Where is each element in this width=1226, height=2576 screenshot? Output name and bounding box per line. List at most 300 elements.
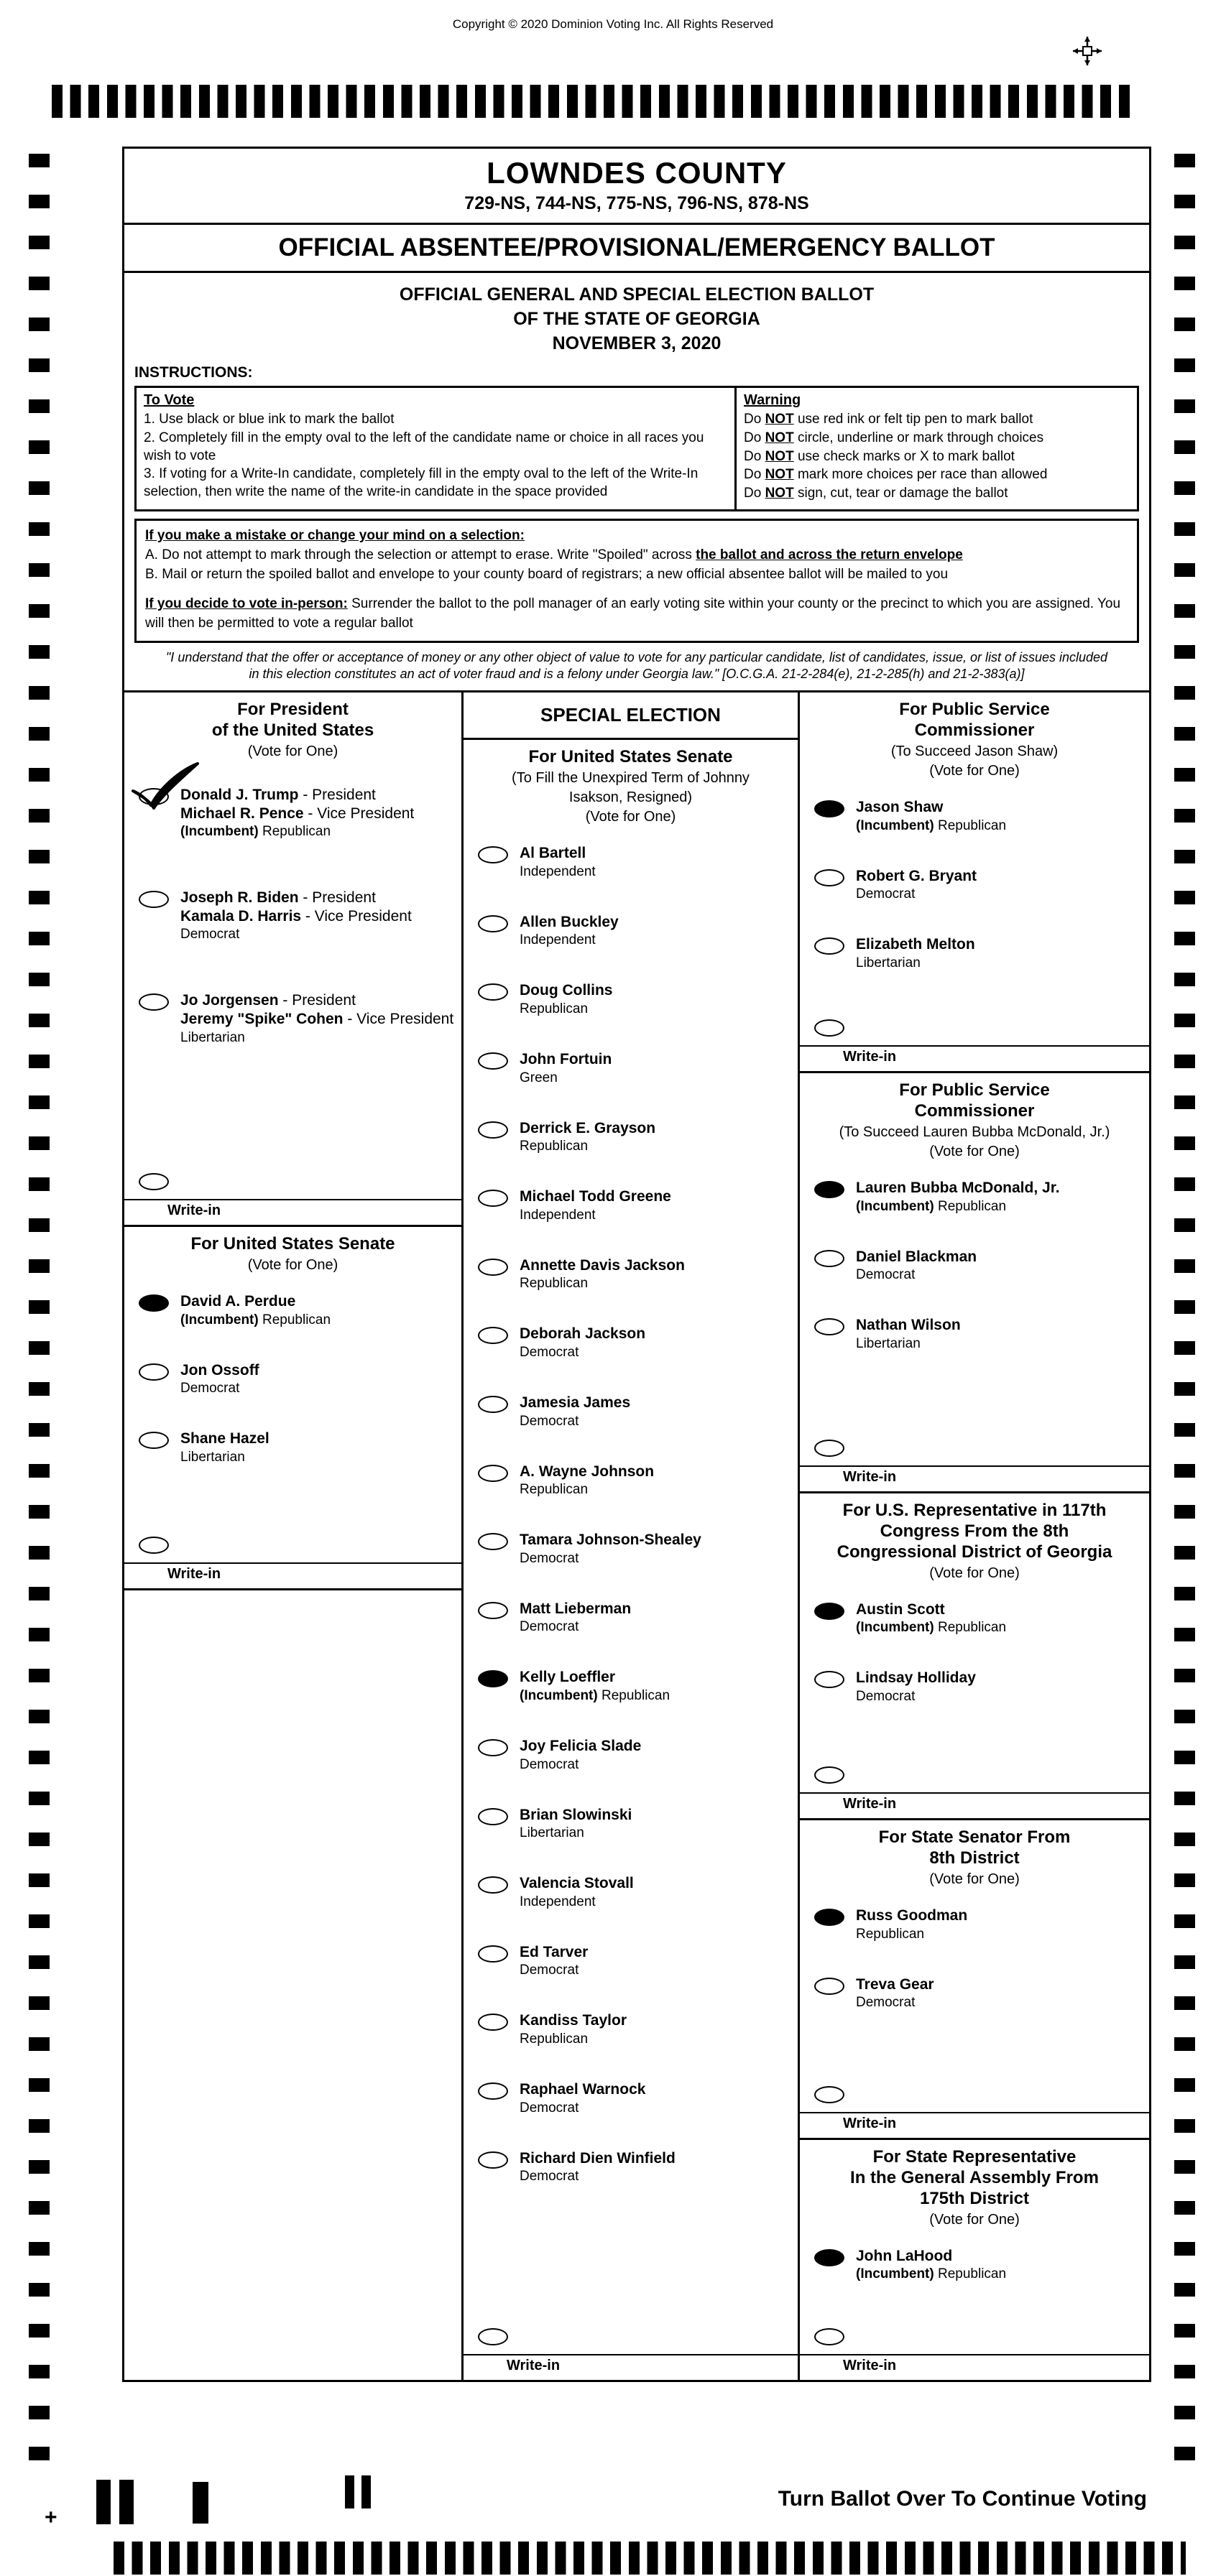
write-in-label: Write-in	[167, 1566, 221, 1583]
to-vote-title: To Vote	[144, 392, 195, 409]
column-left	[124, 692, 464, 2380]
write-in-group	[124, 1165, 461, 1225]
candidate-name: Kamala D. Harris - Vice President	[180, 907, 412, 925]
felony-statement: "I understand that the offer or acceptance of money or any other object of value to vote for any particular candidate, list of candidates, issue, or list of issues included in this election constitutes an act of voter fraud and is a felony under Georgia law." [O.C.G.A. 21-2-284(e), 21-2-285(h) and 21-2-383(a)]	[165, 649, 1108, 681]
contests-area	[124, 690, 1149, 2380]
write-in-oval[interactable]	[139, 1537, 169, 1554]
contest-title-line: Congressional District of Georgia	[836, 1542, 1112, 1562]
candidate-name: A. Wayne Johnson	[520, 1463, 655, 1480]
ballot-oval[interactable]	[478, 1396, 508, 1413]
warning-box	[737, 386, 1139, 511]
candidate-name: Austin Scott	[856, 1600, 945, 1618]
candidate-name: Valencia Stovall	[520, 1875, 634, 1892]
contest-title-line: For Public Service	[899, 700, 1050, 720]
candidate-text	[180, 1361, 259, 1397]
turn-ballot-over-text: Turn Ballot Over To Continue Voting	[778, 2487, 1147, 2511]
election-title-line2: OF THE STATE OF GEORGIA	[513, 308, 760, 329]
ballot-oval-filled[interactable]	[139, 1294, 169, 1312]
vote-for-instruction: (Vote for One)	[929, 2211, 1020, 2228]
candidate-text	[520, 1463, 654, 1498]
candidate-name: Robert G. Bryant	[856, 867, 977, 884]
candidate-row	[800, 851, 1149, 920]
candidate-name: Derrick E. Grayson	[520, 1119, 656, 1136]
ballot-oval[interactable]	[814, 937, 844, 955]
vote-for-instruction: (Vote for One)	[929, 1143, 1020, 1159]
candidate-name: Kelly Loeffler	[520, 1669, 616, 1686]
ballot-oval[interactable]	[478, 1602, 508, 1619]
candidate-name: Treva Gear	[856, 1975, 934, 1993]
ballot-oval[interactable]	[814, 1671, 844, 1688]
contest-header	[124, 692, 461, 763]
write-in-label: Write-in	[843, 1796, 897, 1812]
candidate-party: Democrat	[856, 1267, 916, 1283]
bottom-timing-mark	[96, 2480, 111, 2524]
warning-title: Warning	[744, 392, 801, 409]
candidate-row	[800, 1163, 1149, 1232]
contest-title-line: For President	[237, 700, 349, 720]
write-in-oval-row	[800, 1432, 1149, 1464]
candidate-name: Donald J. Trump - President	[180, 786, 376, 803]
contest-box	[124, 1227, 461, 1590]
candidate-text	[180, 1430, 269, 1465]
candidate-row	[124, 1277, 461, 1345]
ballot-oval[interactable]	[478, 1052, 508, 1070]
bottom-timing-mark	[361, 2475, 371, 2508]
timing-marks-bottom	[114, 2542, 1186, 2575]
candidate-text	[520, 1943, 588, 1979]
candidate-text	[180, 991, 453, 1045]
candidate-party: Democrat	[520, 1756, 579, 1772]
candidate-text	[520, 1256, 685, 1292]
candidate-row	[464, 1447, 798, 1516]
warning-item: Do NOT circle, underline or mark through choices	[744, 430, 1044, 445]
candidate-name: Jo Jorgensen - President	[180, 992, 356, 1009]
ballot-oval[interactable]	[478, 915, 508, 932]
candidate-name: Kandiss Taylor	[520, 2012, 627, 2029]
candidate-party: Libertarian	[520, 1825, 584, 1841]
candidate-text	[520, 2149, 676, 2185]
contest-box	[800, 1493, 1149, 1820]
candidate-party: Independent	[520, 932, 596, 948]
candidate-text	[856, 1669, 976, 1705]
candidate-name: Richard Dien Winfield	[520, 2149, 676, 2167]
candidate-name: Lindsay Holliday	[856, 1669, 976, 1687]
contest-subtitle-line: Isakson, Resigned)	[568, 789, 693, 806]
election-title	[124, 273, 1149, 361]
candidate-text	[856, 798, 1006, 834]
candidate-party: Libertarian	[180, 1449, 245, 1465]
ballot-oval[interactable]	[814, 1978, 844, 1995]
candidate-row	[800, 2231, 1149, 2300]
vote-for-instruction: (Vote for One)	[247, 743, 338, 759]
candidate-name: David A. Perdue	[180, 1293, 296, 1310]
vote-for-instruction: (Vote for One)	[247, 1257, 338, 1274]
contest-subtitle-line: (To Fill the Unexpired Term of Johnny	[512, 770, 750, 787]
candidate-party: Democrat	[520, 1963, 579, 1978]
bottom-timing-mark	[119, 2480, 134, 2524]
to-vote-box	[134, 386, 737, 511]
vote-for-instruction: (Vote for One)	[929, 1871, 1020, 1887]
write-in-oval[interactable]	[814, 1766, 844, 1784]
candidate-party: Democrat	[180, 927, 240, 942]
registration-plus-mark: +	[45, 2506, 57, 2529]
candidate-name: Michael Todd Greene	[520, 1188, 671, 1205]
write-in-group	[800, 1011, 1149, 1071]
contest-title-line: Commissioner	[914, 721, 1035, 741]
to-vote-item: 1. Use black or blue ink to mark the ballot	[144, 412, 395, 427]
write-in-oval[interactable]	[814, 2086, 844, 2103]
candidate-party: (Incumbent) Republican	[180, 1312, 331, 1328]
bottom-timing-mark	[345, 2475, 354, 2508]
write-in-oval[interactable]	[814, 2328, 844, 2345]
ballot-oval[interactable]	[814, 869, 844, 886]
candidate-text	[520, 1600, 631, 1636]
ballot-oval-filled[interactable]	[478, 1670, 508, 1687]
candidate-name: Elizabeth Melton	[856, 936, 975, 953]
candidate-row	[124, 968, 461, 1071]
candidate-name: Raphael Warnock	[520, 2081, 646, 2098]
candidate-party: Libertarian	[856, 1335, 921, 1351]
candidate-row	[800, 782, 1149, 851]
candidate-name: Nathan Wilson	[856, 1317, 961, 1334]
candidate-row	[124, 1414, 461, 1483]
candidate-row	[464, 1103, 798, 1172]
ballot-oval[interactable]	[478, 846, 508, 863]
candidate-text	[520, 844, 596, 880]
candidate-party: Democrat	[180, 1381, 240, 1396]
to-vote-item: 3. If voting for a Write-In candidate, completely fill in the empty oval to the left of the Write-In selection, then write the name of the write-in candidate in the space provided	[144, 466, 699, 499]
candidate-party: Green	[520, 1070, 558, 1085]
ballot-oval[interactable]	[139, 1432, 169, 1449]
candidate-text	[520, 1531, 701, 1567]
candidate-row	[464, 828, 798, 897]
candidate-name: Joseph R. Biden - President	[180, 889, 376, 907]
warning-item: Do NOT sign, cut, tear or damage the ballot	[744, 486, 1008, 501]
precinct-codes: 729-NS, 744-NS, 775-NS, 796-NS, 878-NS	[464, 193, 809, 213]
special-election-banner: SPECIAL ELECTION	[464, 692, 798, 740]
candidate-name: Brian Slowinski	[520, 1806, 632, 1823]
write-in-oval-row	[800, 2320, 1149, 2353]
write-in-label: Write-in	[167, 1203, 221, 1219]
contest-title-line: 8th District	[929, 1848, 1020, 1868]
candidate-text	[856, 1179, 1060, 1215]
contest-box	[800, 2140, 1149, 2380]
warning-item: Do NOT use red ink or felt tip pen to mark ballot	[744, 412, 1033, 427]
column-middle	[464, 692, 800, 2380]
candidate-party: Libertarian	[180, 1029, 245, 1045]
candidate-row	[800, 1960, 1149, 2029]
write-in-oval-row	[464, 2320, 798, 2353]
write-in-label: Write-in	[843, 2358, 897, 2373]
candidate-text	[520, 1119, 655, 1155]
registration-crosshair-icon	[1071, 34, 1104, 68]
ballot-oval[interactable]	[478, 2082, 508, 2100]
candidate-row	[800, 1300, 1149, 1369]
candidate-name: Allen Buckley	[520, 913, 619, 930]
candidate-party: (Incumbent) Republican	[520, 1688, 670, 1704]
ballot-body	[122, 147, 1151, 2382]
candidate-name: Ed Tarver	[520, 1943, 589, 1960]
candidate-text	[520, 1050, 612, 1086]
candidate-text	[520, 1806, 632, 1842]
candidate-text	[856, 935, 975, 971]
candidate-name: Russ Goodman	[856, 1906, 968, 1924]
write-in-group	[800, 2320, 1149, 2380]
ballot-oval[interactable]	[478, 2014, 508, 2031]
contest-box	[800, 692, 1149, 1073]
candidate-text	[520, 981, 613, 1017]
candidate-text	[520, 1737, 641, 1773]
election-date: NOVEMBER 3, 2020	[552, 333, 722, 353]
contest-header	[800, 692, 1149, 782]
candidate-row	[464, 1790, 798, 1859]
candidate-row	[464, 1309, 798, 1378]
candidate-party: Republican	[856, 1926, 925, 1942]
candidate-party: Democrat	[856, 1995, 916, 2011]
ballot-oval[interactable]	[478, 1808, 508, 1825]
candidate-name: Jason Shaw	[856, 798, 944, 815]
ballot-oval[interactable]	[478, 1190, 508, 1207]
ballot-oval[interactable]	[478, 1533, 508, 1550]
check-mark-icon	[130, 762, 201, 810]
timing-marks-right	[1174, 154, 1195, 2467]
candidate-row	[124, 1345, 461, 1414]
vote-for-instruction: (Vote for One)	[929, 1565, 1020, 1581]
contest-header	[800, 1073, 1149, 1163]
ballot-oval-filled[interactable]	[814, 1909, 844, 1926]
vote-for-instruction: (Vote for One)	[929, 762, 1020, 779]
write-in-oval-row	[124, 1529, 461, 1561]
candidate-name: Jeremy "Spike" Cohen - Vice President	[180, 1010, 454, 1027]
copyright-text: Copyright © 2020 Dominion Voting Inc. All Rights Reserved	[452, 17, 774, 31]
candidate-party: Democrat	[520, 1344, 579, 1360]
contest-title-line: Congress From the 8th	[880, 1521, 1069, 1542]
candidate-party: Democrat	[520, 2169, 579, 2184]
mistake-heading: If you make a mistake or change your mind on a selection:	[145, 527, 525, 543]
write-in-oval[interactable]	[139, 1173, 169, 1190]
ballot-oval[interactable]	[814, 1250, 844, 1267]
ballot-oval[interactable]	[478, 1327, 508, 1344]
candidate-party: Democrat	[856, 1688, 916, 1704]
candidate-party: Independent	[520, 1894, 596, 1909]
candidate-row	[464, 1584, 798, 1653]
candidate-party: Republican	[520, 1276, 589, 1292]
mistake-instructions	[134, 519, 1139, 643]
contest-header	[800, 2140, 1149, 2230]
contest-box	[800, 1073, 1149, 1493]
ballot-oval[interactable]	[478, 1739, 508, 1756]
candidate-party: Democrat	[520, 1413, 579, 1429]
candidate-name: Joy Felicia Slade	[520, 1738, 642, 1755]
contest-box	[800, 1820, 1149, 2140]
ballot-oval[interactable]	[139, 891, 169, 908]
candidate-name: Daniel Blackman	[856, 1248, 977, 1265]
candidate-name: Lauren Bubba McDonald, Jr.	[856, 1179, 1060, 1196]
candidate-name: Al Bartell	[520, 845, 586, 862]
contest-title-line: For State Representative	[872, 2147, 1077, 2167]
timing-marks-top	[52, 85, 1134, 118]
candidate-text	[180, 889, 412, 942]
write-in-label: Write-in	[843, 1469, 897, 1486]
candidate-party: Republican	[520, 1139, 589, 1154]
candidate-name: Jamesia James	[520, 1394, 631, 1411]
candidate-row	[464, 2133, 798, 2202]
candidate-party: (Incumbent) Republican	[856, 1620, 1007, 1636]
ballot-oval[interactable]	[478, 1876, 508, 1894]
candidate-name: Annette Davis Jackson	[520, 1256, 685, 1274]
contest-title-line: of the United States	[211, 721, 374, 741]
candidate-row	[800, 1585, 1149, 1654]
ballot-oval[interactable]	[478, 983, 508, 1001]
contest-box	[124, 692, 461, 1227]
ballot-oval[interactable]	[478, 1945, 508, 1963]
ballot-oval-filled[interactable]	[814, 2249, 844, 2266]
candidate-text	[520, 2011, 627, 2047]
write-in-group	[800, 1759, 1149, 1818]
write-in-label: Write-in	[843, 1049, 897, 1065]
contest-title-line: 175th District	[919, 2188, 1030, 2208]
election-title-line1: OFFICIAL GENERAL AND SPECIAL ELECTION BALLOT	[399, 284, 875, 305]
candidate-name: John LaHood	[856, 2247, 953, 2264]
write-in-oval[interactable]	[814, 1019, 844, 1037]
ballot-oval[interactable]	[139, 1363, 169, 1381]
ballot-oval[interactable]	[478, 2151, 508, 2169]
candidate-text	[520, 1187, 671, 1223]
candidate-party: Independent	[520, 1207, 596, 1223]
write-in-oval[interactable]	[814, 1440, 844, 1457]
candidate-row	[464, 965, 798, 1034]
candidate-text	[520, 1325, 645, 1361]
candidate-party: Republican	[520, 2031, 589, 2047]
candidate-row	[464, 1858, 798, 1927]
contest-subtitle-line: (To Succeed Jason Shaw)	[890, 743, 1059, 759]
warning-item: Do NOT mark more choices per race than allowed	[744, 467, 1048, 483]
candidate-party: Republican	[520, 1001, 589, 1016]
candidate-row	[800, 919, 1149, 988]
county-header	[124, 149, 1149, 225]
ballot-oval[interactable]	[478, 1259, 508, 1276]
candidate-text	[856, 1906, 967, 1942]
candidate-party: Democrat	[856, 886, 916, 902]
candidate-text	[856, 1248, 977, 1284]
warning-items	[744, 411, 1130, 502]
write-in-oval-row	[800, 1011, 1149, 1044]
contest-title-line: For United States Senate	[528, 747, 733, 767]
contest-title-line: For State Senator From	[878, 1827, 1071, 1848]
candidate-party: (Incumbent) Republican	[180, 824, 331, 840]
candidate-text	[856, 867, 977, 903]
bottom-timing-mark	[193, 2482, 208, 2524]
write-in-oval-row	[800, 2078, 1149, 2111]
candidate-text	[856, 1316, 961, 1352]
candidate-party: (Incumbent) Republican	[856, 817, 1007, 833]
candidate-text	[520, 1668, 670, 1704]
ballot-oval-filled[interactable]	[814, 800, 844, 817]
write-in-oval-row	[800, 1759, 1149, 1791]
candidate-row	[464, 1172, 798, 1241]
candidate-name: Deborah Jackson	[520, 1325, 646, 1343]
candidate-row	[464, 1927, 798, 1996]
write-in-group	[800, 2078, 1149, 2138]
vote-for-instruction: (Vote for One)	[585, 809, 676, 825]
mistake-line-a: A. Do not attempt to mark through the selection or attempt to erase. Write "Spoiled" across the ballot and across the return envelope	[145, 547, 963, 562]
candidate-text	[520, 1874, 634, 1910]
write-in-group	[800, 1432, 1149, 1491]
candidate-text	[180, 1292, 331, 1328]
candidate-row	[464, 1996, 798, 2065]
candidate-name: Michael R. Pence - Vice President	[180, 805, 415, 822]
contest-title-line: For U.S. Representative in 117th	[842, 1501, 1107, 1521]
candidate-text	[520, 1394, 630, 1430]
candidate-row	[464, 1515, 798, 1584]
write-in-label: Write-in	[507, 2358, 561, 2373]
candidate-party: Libertarian	[856, 955, 921, 970]
candidate-party: Independent	[520, 863, 596, 879]
candidate-row	[800, 1891, 1149, 1960]
contest-box	[464, 740, 798, 2380]
candidate-row	[464, 1378, 798, 1447]
candidate-party: Democrat	[520, 2100, 579, 2116]
ballot-oval[interactable]	[814, 1318, 844, 1335]
contest-header	[124, 1227, 461, 1277]
candidate-row	[464, 897, 798, 966]
instructions-row	[134, 386, 1139, 511]
candidate-row	[124, 763, 461, 866]
warning-item: Do NOT use check marks or X to mark ballot	[744, 448, 1015, 464]
candidate-row	[800, 1653, 1149, 1722]
write-in-label: Write-in	[843, 2116, 897, 2132]
instructions-label: INSTRUCTIONS:	[134, 364, 253, 381]
ballot-oval[interactable]	[139, 993, 169, 1011]
contest-title-line: Commissioner	[914, 1101, 1035, 1121]
contest-subtitle-line: (To Succeed Lauren Bubba McDonald, Jr.)	[839, 1123, 1110, 1140]
candidate-row	[464, 1241, 798, 1310]
write-in-oval[interactable]	[478, 2328, 508, 2345]
ballot-oval-filled[interactable]	[814, 1603, 844, 1620]
candidate-text	[520, 913, 619, 949]
contest-header	[800, 1820, 1149, 1891]
candidate-text	[856, 1600, 1006, 1636]
candidate-name: Tamara Johnson-Shealey	[520, 1532, 701, 1549]
mistake-line-b: B. Mail or return the spoiled ballot and envelope to your county board of registrars; a new official absentee ballot will be mailed to you	[145, 566, 949, 582]
in-person-instructions: If you decide to vote in-person: Surrender the ballot to the poll manager of an early voting site within your county or the precinct to which you are assigned. You will then be permitted to vote a regular ballot	[145, 596, 1121, 631]
to-vote-item: 2. Completely fill in the empty oval to the left of the candidate name or choice in all races you wish to vote	[144, 430, 704, 463]
ballot-oval[interactable]	[478, 1465, 508, 1482]
candidate-row	[124, 866, 461, 968]
candidate-row	[800, 1232, 1149, 1301]
column-right	[800, 692, 1149, 2380]
candidate-party: (Incumbent) Republican	[856, 1198, 1007, 1214]
candidate-party: (Incumbent) Republican	[856, 2266, 1007, 2282]
candidate-text	[520, 2080, 645, 2116]
timing-marks-left	[29, 154, 50, 2467]
ballot-oval-filled[interactable]	[814, 1181, 844, 1198]
ballot-oval[interactable]	[478, 1121, 508, 1139]
candidate-row	[464, 2065, 798, 2133]
write-in-oval-row	[124, 1165, 461, 1197]
candidate-name: Jon Ossoff	[180, 1361, 259, 1379]
contest-title-line: For United States Senate	[190, 1234, 395, 1254]
contest-title-line: In the General Assembly From	[850, 2168, 1099, 2188]
candidate-text	[180, 786, 414, 840]
contest-header	[464, 740, 798, 828]
candidate-text	[856, 2247, 1006, 2283]
to-vote-items	[144, 411, 727, 501]
candidate-name: Doug Collins	[520, 982, 613, 999]
candidate-name: Matt Lieberman	[520, 1600, 632, 1617]
ballot-type-title: OFFICIAL ABSENTEE/PROVISIONAL/EMERGENCY BALLOT	[124, 225, 1149, 273]
candidate-name: Shane Hazel	[180, 1430, 269, 1447]
